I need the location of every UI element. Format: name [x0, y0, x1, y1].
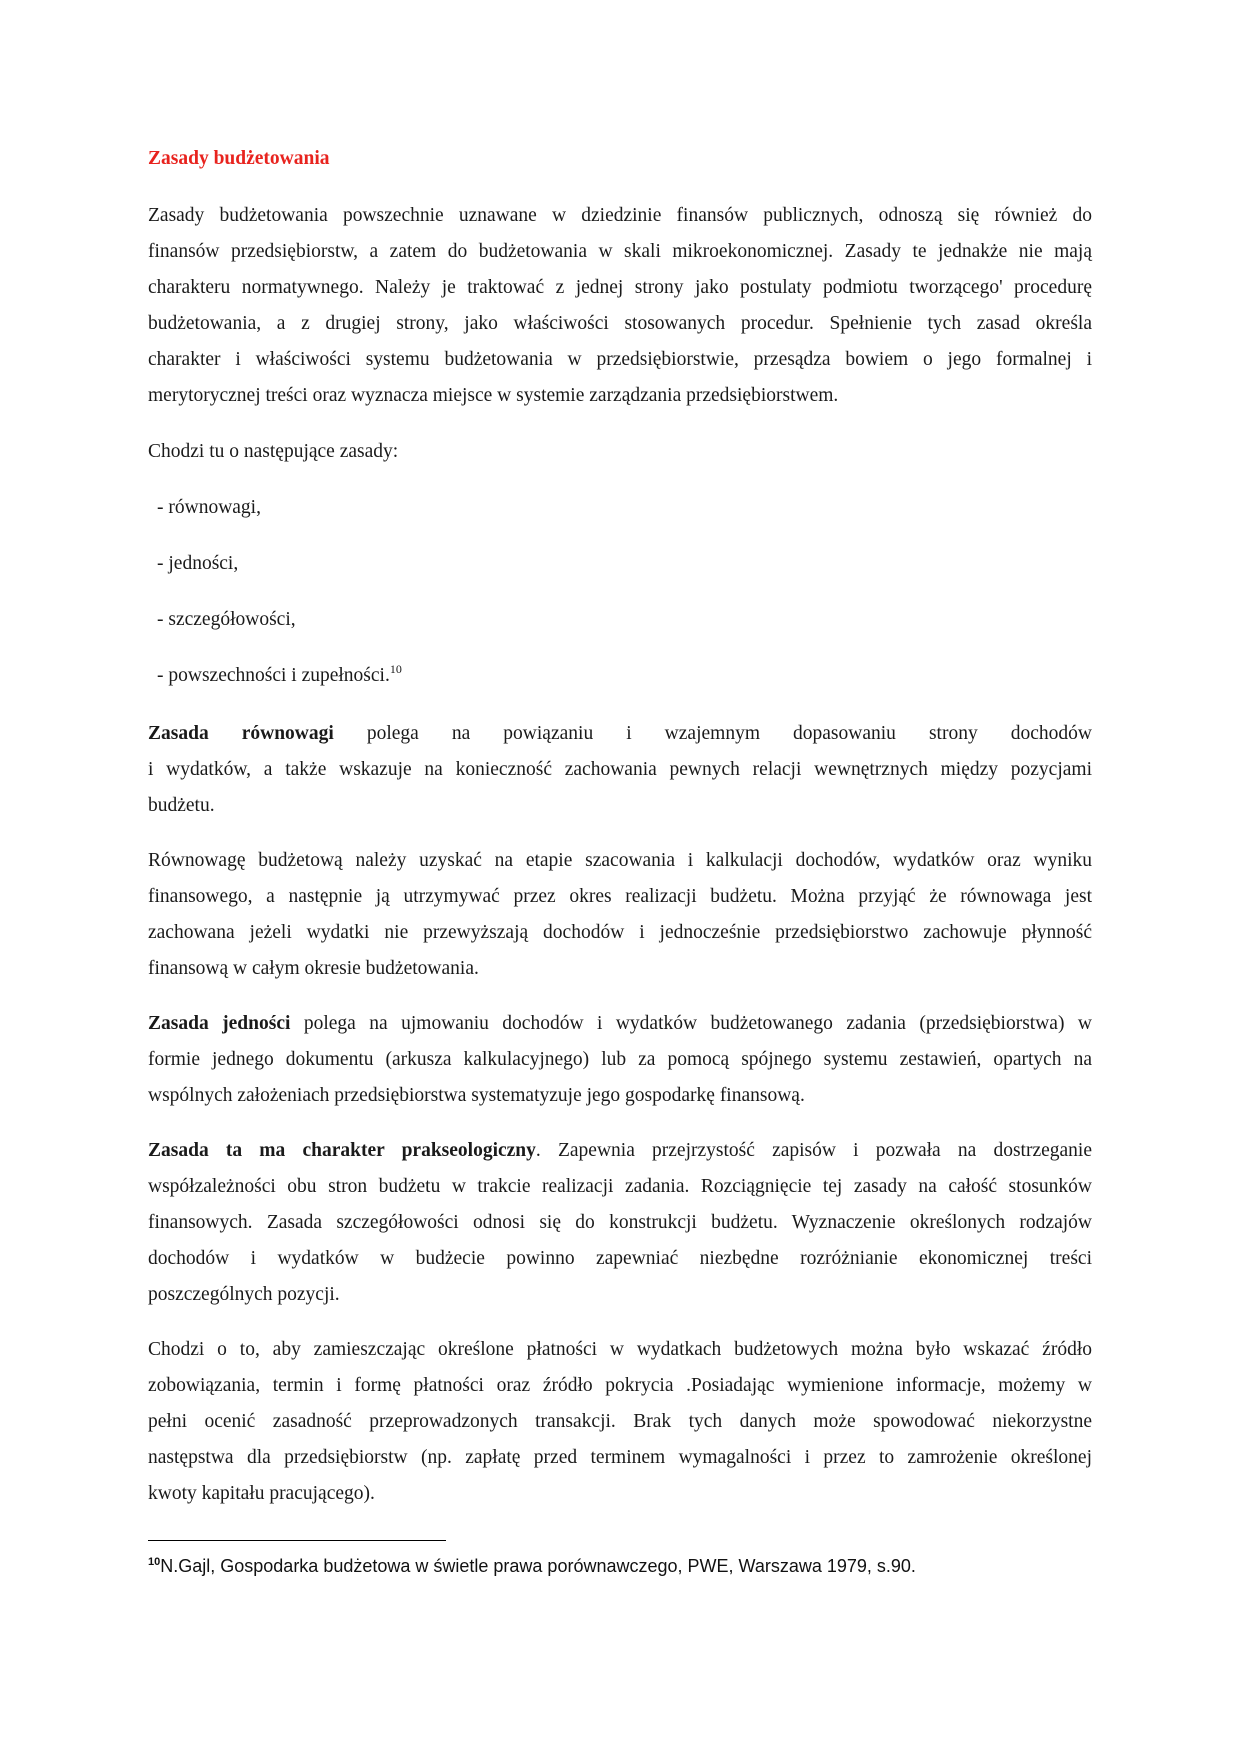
text-line: dochodów i wydatków w budżecie powinno zapewniać niezbędne rozróżnianie ekonomicznej treści	[148, 1248, 1092, 1269]
list-item: - równowagi,	[157, 497, 261, 518]
bold-term: Zasada ta ma charakter prakseologiczny	[148, 1140, 536, 1161]
paragraph-praxeological	[148, 1133, 1092, 1313]
text-line: finansowego, a następnie ją utrzymywać przez okres realizacji budżetu. Można przyjąć że równowaga jest	[148, 886, 1092, 907]
list-item	[157, 658, 402, 694]
paragraph-unity	[148, 1006, 1092, 1114]
text-line: budżetowania, a z drugiej strony, jako właściwości stosowanych procedur. Spełnienie tych zasad określa	[148, 313, 1092, 334]
paragraph-budget-balance	[148, 843, 1092, 987]
text-line: i wydatków, a także wskazuje na konieczność zachowania pewnych relacji wewnętrznych między pozycjami	[148, 759, 1092, 780]
text-line: Równowagę budżetową należy uzyskać na etapie szacowania i kalkulacji dochodów, wydatków oraz wyniku	[148, 850, 1092, 871]
paragraph-intro	[148, 198, 1092, 414]
text-line: pełni ocenić zasadność przeprowadzonych transakcji. Brak tych danych może spowodować niekorzystne	[148, 1411, 1092, 1432]
text-line: poszczególnych pozycji.	[148, 1284, 340, 1305]
text-line: Zasada jedności polega na ujmowaniu dochodów i wydatków budżetowanego zadania (przedsiębiorstwa) w	[148, 1013, 1092, 1034]
text-line: formie jednego dokumentu (arkusza kalkulacyjnego) lub za pomocą spójnego systemu zestawień, opartych na	[148, 1049, 1092, 1070]
text-line: budżetu.	[148, 795, 215, 816]
text-line: Chodzi o to, aby zamieszczając określone płatności w wydatkach budżetowych można było wskazać źródło	[148, 1339, 1092, 1360]
footnote-reference: 10	[389, 662, 402, 676]
text-line: kwoty kapitału pracującego).	[148, 1483, 375, 1504]
footnote-text: N.Gajl, Gospodarka budżetowa w świetle prawa porównawczego, PWE, Warszawa 1979, s.90.	[160, 1556, 916, 1576]
text-line: charakteru normatywnego. Należy je traktować z jednej strony jako postulaty podmiotu tworzącego' procedurę	[148, 277, 1092, 298]
list-item-text: - powszechności i zupełności.	[157, 665, 390, 686]
footnote-number: 10	[148, 1556, 161, 1568]
paragraph-payments	[148, 1332, 1092, 1512]
bold-term: Zasada jedności	[148, 1013, 291, 1034]
list-item: - jedności,	[157, 553, 239, 574]
list-intro: Chodzi tu o następujące zasady:	[148, 441, 399, 462]
list-item: - szczegółowości,	[157, 609, 296, 630]
text-line: zobowiązania, termin i formę płatności oraz źródło pokrycia .Posiadając wymienione informacje, możemy w	[148, 1375, 1092, 1396]
section-heading: Zasady budżetowania	[148, 148, 330, 169]
text-line: charakter i właściwości systemu budżetowania w przedsiębiorstwie, przesądza bowiem o jego formalnej i	[148, 349, 1092, 370]
text-line: Zasada równowagi polega na powiązaniu i wzajemnym dopasowaniu strony dochodów	[148, 723, 1092, 744]
text-line: zachowana jeżeli wydatki nie przewyższają dochodów i jednocześnie przedsiębiorstwo zachowuje płynność	[148, 922, 1092, 943]
text-line: następstwa dla przedsiębiorstw (np. zapłatę przed terminem wymagalności i przez to zamrożenie określonej	[148, 1447, 1092, 1468]
paragraph-balance	[148, 716, 1092, 824]
text-line: Zasady budżetowania powszechnie uznawane w dziedzinie finansów publicznych, odnoszą się również do	[148, 205, 1092, 226]
text-line: wspólnych założeniach przedsiębiorstwa systematyzuje jego gospodarkę finansową.	[148, 1085, 805, 1106]
text-line: merytorycznej treści oraz wyznacza miejsce w systemie zarządzania przedsiębiorstwem.	[148, 385, 839, 406]
text-line: finansową w całym okresie budżetowania.	[148, 958, 479, 979]
text-line: finansów przedsiębiorstw, a zatem do budżetowania w skali mikroekonomicznej. Zasady te jednakże nie mają	[148, 241, 1092, 262]
footnote-separator	[148, 1540, 446, 1541]
text-line: Zasada ta ma charakter prakseologiczny. Zapewnia przejrzystość zapisów i pozwała na dostrzeganie	[148, 1140, 1092, 1161]
footnote	[148, 1556, 916, 1577]
text-line: finansowych. Zasada szczegółowości odnosi się do konstrukcji budżetu. Wyznaczenie określonych rodzajów	[148, 1212, 1092, 1233]
text-line: współzależności obu stron budżetu w trakcie realizacji zadania. Rozciągnięcie tej zasady na całość stosunków	[148, 1176, 1092, 1197]
bold-term: Zasada równowagi	[148, 723, 334, 744]
